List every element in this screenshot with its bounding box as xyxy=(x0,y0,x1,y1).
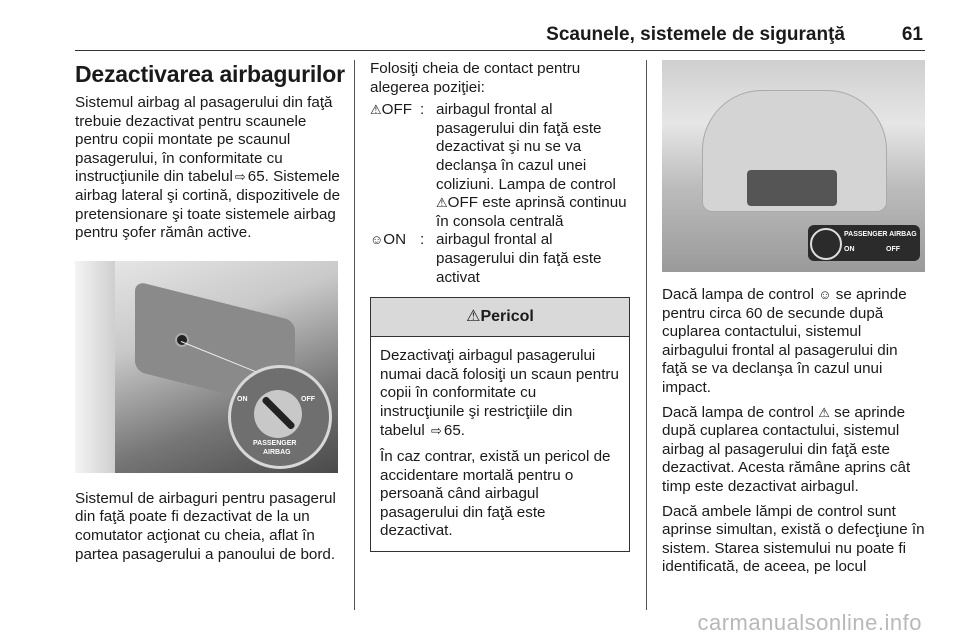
passenger-airbag-indicator: PASSENGER AIRBAG ON OFF xyxy=(808,225,920,261)
paragraph-both-lamps: Dacă ambele lămpi de control sunt aprinse simultan, există o defecţiune în sistem. Starea sistemului nu poate fi identificată, de aceea, pe locul xyxy=(662,502,925,576)
danger-paragraph-1: Dezactivaţi airbagul pasagerului numai dacă folosiţi un scaun pentru copii în conformitate cu instrucţiunile şi restricţiile din tabelul ⇨ 65. xyxy=(380,347,619,439)
airbag-on-icon: ☺ xyxy=(370,232,384,248)
reference-arrow-icon: ⇨ xyxy=(431,422,442,438)
column-divider xyxy=(646,60,647,610)
definition-off: ⚠OFF : airbagul frontal al pasagerului din faţă este dezactivat şi nu se va declanşa în cazul unei coliziuni. Lampa de control ⚠OFF este aprinsă continuu în consola centrală xyxy=(370,101,627,230)
danger-box xyxy=(370,297,630,552)
column-left xyxy=(75,60,345,564)
dial-on-label: ON xyxy=(237,395,248,403)
paragraph-lamp-on: Dacă lampa de control ☺ se aprinde pentru circa 60 de secunde după cuplarea contactului, sistemul airbagului frontal al pasagerului din faţă se va declanşa în cazul unui impact. xyxy=(662,286,907,396)
warning-triangle-icon: ⚠ xyxy=(466,308,481,326)
column-right xyxy=(662,60,927,577)
danger-heading: ⚠Pericol xyxy=(371,298,629,337)
watermark: carmanualsonline.info xyxy=(697,610,922,635)
dial-off-label: OFF xyxy=(301,395,315,403)
console-buttons xyxy=(747,170,837,206)
airbag-off-icon: ⚠ xyxy=(436,195,448,211)
page-header xyxy=(75,22,925,51)
lead-paragraph: Folosiţi cheia de contact pentru alegerea poziţiei: xyxy=(370,60,581,96)
dial-label-passenger: PASSENGER xyxy=(253,439,297,447)
page-number: 61 xyxy=(901,24,923,45)
section-heading: Dezactivarea airbagurilor xyxy=(75,61,345,87)
page-reference-link[interactable]: 65. xyxy=(443,421,466,439)
dial-label-airbag: AIRBAG xyxy=(263,448,291,456)
section-title: Scaunele, sistemele de siguranţă xyxy=(546,24,845,45)
reference-arrow-icon: ⇨ xyxy=(234,169,246,185)
danger-paragraph-2: În caz contrar, există un pericol de accidentare mortală pentru o persoană când airbagul pasagerului din faţă este dezactivat. xyxy=(380,448,611,540)
column-middle xyxy=(370,60,632,552)
door-frame xyxy=(75,261,115,473)
airbag-off-icon: ⚠ xyxy=(818,404,830,420)
intro-paragraph: Sistemul airbag al pasagerului din faţă trebuie dezactivat pentru scaunele pentru copii montate pe scaunul pasagerului, în conformitate cu instrucţiunile din tabelul ⇨ 65. Sistemele airbag lateral şi cortină, dispozitivele de pretensionare şi toate sistemele airbag pentru şofer rămân active. xyxy=(75,94,341,242)
airbag-on-icon: ☺ xyxy=(818,287,832,302)
column-divider xyxy=(354,60,355,610)
position-definitions xyxy=(370,101,632,287)
overhead-console-photo xyxy=(662,60,925,272)
zoom-circle xyxy=(810,228,842,260)
page-reference-link[interactable]: 65. xyxy=(247,168,269,186)
definition-on: ☺ON : airbagul frontal al pasagerului din faţă este activat xyxy=(370,231,602,286)
paragraph-lamp-off: Dacă lampa de control ⚠ se aprinde după cuplarea contactului, sistemul airbag al pasagerului din faţă este dezactivat. Acesta rămâne aprins cât timp este dezactivat airbagul. xyxy=(662,403,911,495)
airbag-switch-photo xyxy=(75,261,338,473)
key-switch-dial xyxy=(228,365,332,469)
photo-caption: Sistemul de airbaguri pentru pasagerul din faţă poate fi dezactivat de la un comutator acţionat cu cheia, aflat în partea pasagerului a panoului de bord. xyxy=(75,489,336,563)
airbag-off-icon: ⚠ xyxy=(370,102,382,118)
